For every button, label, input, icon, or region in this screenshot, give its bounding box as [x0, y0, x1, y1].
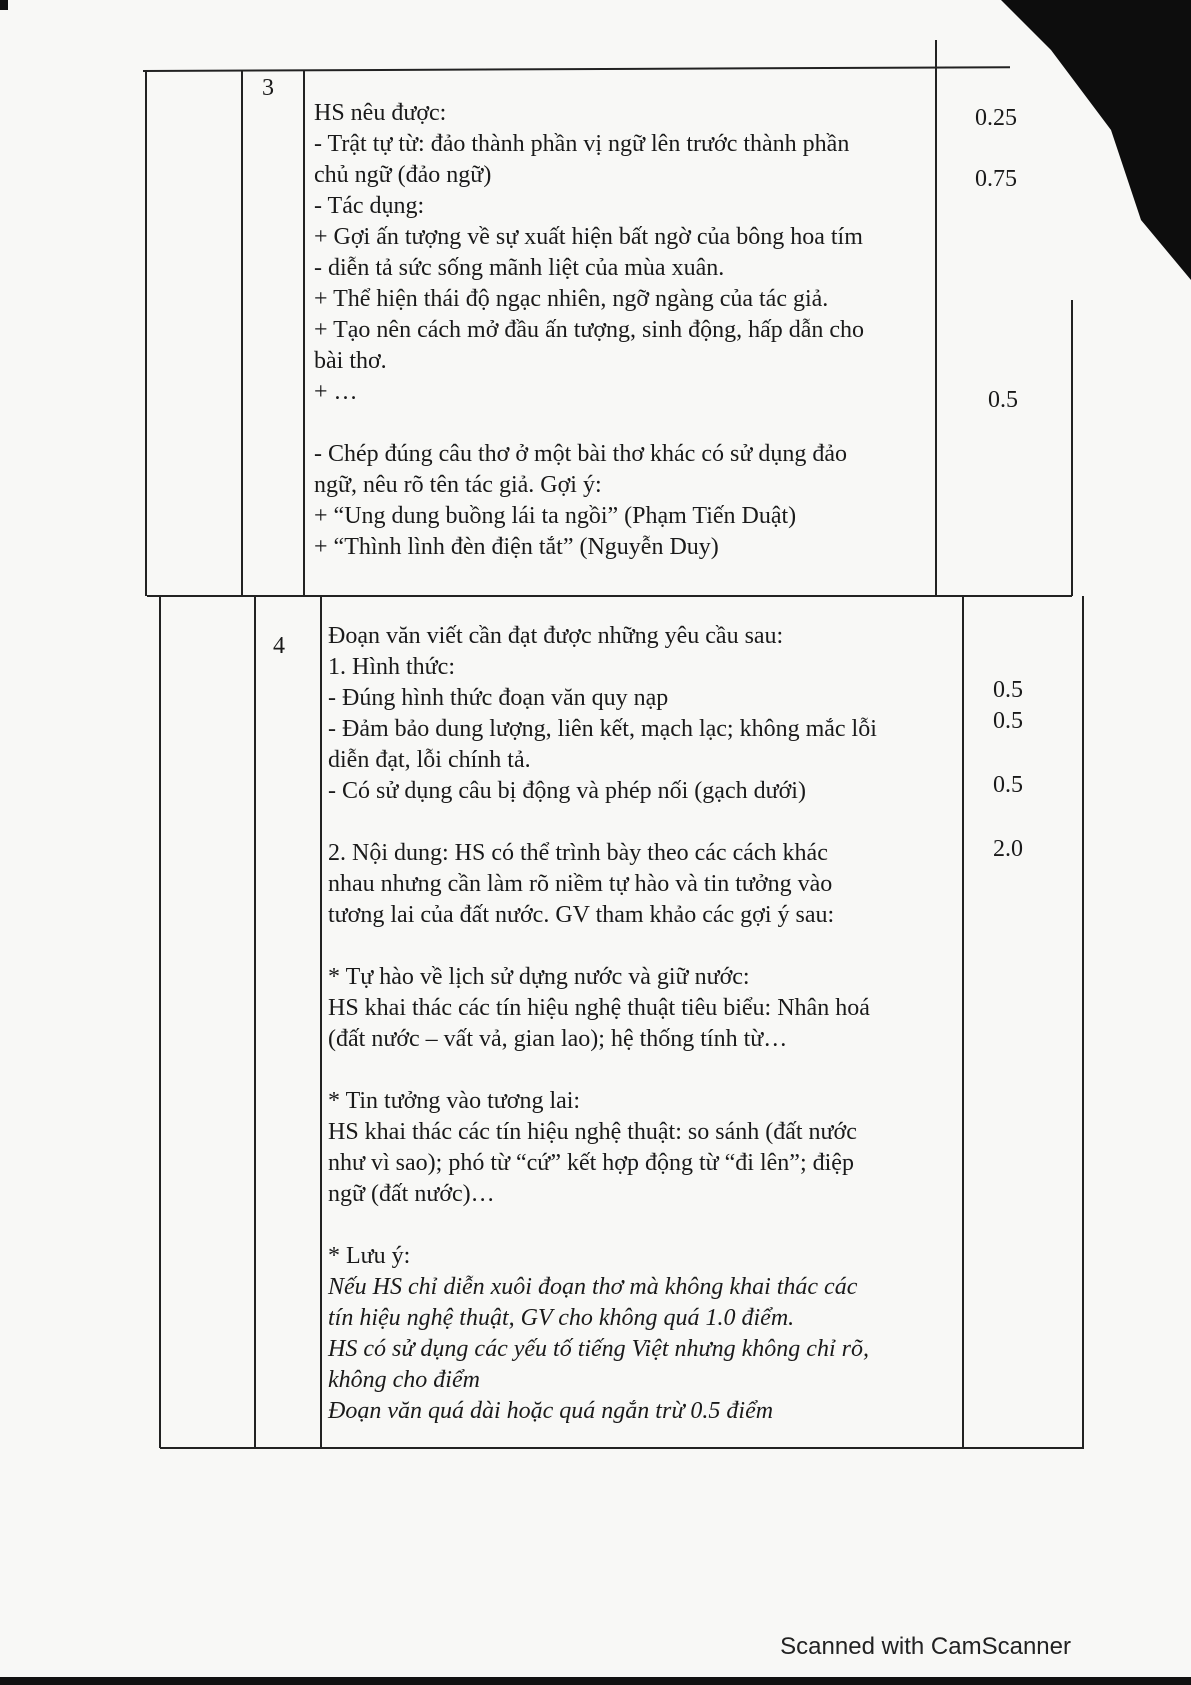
col-border-content	[320, 596, 322, 1448]
content-line: 2. Nội dung: HS có thể trình bày theo các cách khác	[328, 840, 828, 866]
note-line: tín hiệu nghệ thuật, GV cho không quá 1.0 điểm.	[328, 1305, 795, 1331]
blank-line	[328, 807, 950, 838]
score-value: 0.25	[975, 105, 1017, 131]
col-border-right	[1082, 596, 1084, 1448]
note-line: Đoạn văn quá dài hoặc quá ngắn trừ 0.5 điểm	[328, 1398, 774, 1424]
content-line: - Chép đúng câu thơ ở một bài thơ khác có sử dụng đảo	[314, 441, 847, 467]
score-value: 0.5	[993, 677, 1023, 703]
content-line: HS nêu được:	[314, 100, 447, 126]
col-border-number	[241, 71, 243, 596]
question-number: 3	[262, 75, 274, 101]
content-line: - Đúng hình thức đoạn văn quy nạp	[328, 685, 669, 711]
col-border-left	[159, 596, 161, 1448]
content-line: HS khai thác các tín hiệu nghệ thuật: so sánh (đất nước	[328, 1119, 857, 1145]
question-number: 4	[273, 633, 285, 659]
content-line: + Thể hiện thái độ ngạc nhiên, ngỡ ngàng của tác giả.	[314, 286, 829, 312]
content-line: ngữ, nêu rõ tên tác giả. Gợi ý:	[314, 472, 602, 498]
camscanner-watermark: Scanned with CamScanner	[780, 1633, 1071, 1660]
row-divider	[147, 595, 1072, 597]
content-line: - Có sử dụng câu bị động và phép nối (gạch dưới)	[328, 778, 806, 804]
col-border-score	[935, 40, 937, 596]
score-value: 0.5	[993, 772, 1023, 798]
content-line: - diễn tả sức sống mãnh liệt của mùa xuân.	[314, 255, 725, 281]
blank-line	[328, 1055, 950, 1086]
blank-line	[328, 1210, 950, 1241]
content-line: (đất nước – vất vả, gian lao); hệ thống tính từ…	[328, 1026, 788, 1052]
content-line: + Tạo nên cách mở đầu ấn tượng, sinh động, hấp dẫn cho	[314, 317, 865, 343]
answer-content-q4	[328, 621, 950, 1427]
col-border-left	[145, 71, 147, 596]
blank-line	[314, 408, 926, 439]
col-border-score	[962, 596, 964, 1448]
content-line: Đoạn văn viết cần đạt được những yêu cầu sau:	[328, 623, 784, 649]
note-line: Nếu HS chỉ diễn xuôi đoạn thơ mà không khai thác các	[328, 1274, 858, 1300]
content-line: + Gợi ấn tượng về sự xuất hiện bất ngờ của bông hoa tím	[314, 224, 863, 250]
content-line: + “Ung dung buồng lái ta ngồi” (Phạm Tiến Duật)	[314, 503, 797, 529]
content-line: + …	[314, 379, 358, 405]
content-line: ngữ (đất nước)…	[328, 1181, 495, 1207]
col-border-right	[1071, 300, 1073, 596]
content-line: bài thơ.	[314, 348, 387, 374]
folded-page-corner	[991, 0, 1191, 280]
content-line: HS khai thác các tín hiệu nghệ thuật tiêu biểu: Nhân hoá	[328, 995, 870, 1021]
scan-corner-mark	[0, 0, 8, 10]
content-line: chủ ngữ (đảo ngữ)	[314, 162, 492, 188]
score-value: 2.0	[993, 836, 1023, 862]
content-line: * Lưu ý:	[328, 1243, 411, 1269]
scan-bottom-edge	[0, 1677, 1191, 1685]
content-line: diễn đạt, lỗi chính tả.	[328, 747, 531, 773]
score-value: 0.5	[988, 387, 1018, 413]
score-value: 0.75	[975, 166, 1017, 192]
content-line: tương lai của đất nước. GV tham khảo các gợi ý sau:	[328, 902, 835, 928]
blank-line	[328, 931, 950, 962]
content-line: * Tự hào về lịch sử dựng nước và giữ nước:	[328, 964, 750, 990]
content-line: * Tin tưởng vào tương lai:	[328, 1088, 581, 1114]
table-top-border	[143, 66, 1010, 72]
answer-content-q3	[314, 98, 926, 563]
content-line: như vì sao); phó từ “cứ” kết hợp động từ “đi lên”; điệp	[328, 1150, 854, 1176]
note-line: HS có sử dụng các yếu tố tiếng Việt nhưng không chỉ rõ,	[328, 1336, 869, 1362]
content-line: - Tác dụng:	[314, 193, 425, 219]
content-line: nhau nhưng cần làm rõ niềm tự hào và tin tưởng vào	[328, 871, 833, 897]
content-line: - Trật tự từ: đảo thành phần vị ngữ lên trước thành phần	[314, 131, 850, 157]
content-line: 1. Hình thức:	[328, 654, 455, 680]
col-border-content	[303, 71, 305, 596]
table-bottom-border	[160, 1447, 1084, 1449]
content-line: + “Thình lình đèn điện tắt” (Nguyễn Duy)	[314, 534, 719, 560]
score-value: 0.5	[993, 708, 1023, 734]
col-border-number	[254, 596, 256, 1448]
note-line: không cho điểm	[328, 1367, 480, 1393]
content-line: - Đảm bảo dung lượng, liên kết, mạch lạc; không mắc lỗi	[328, 716, 877, 742]
